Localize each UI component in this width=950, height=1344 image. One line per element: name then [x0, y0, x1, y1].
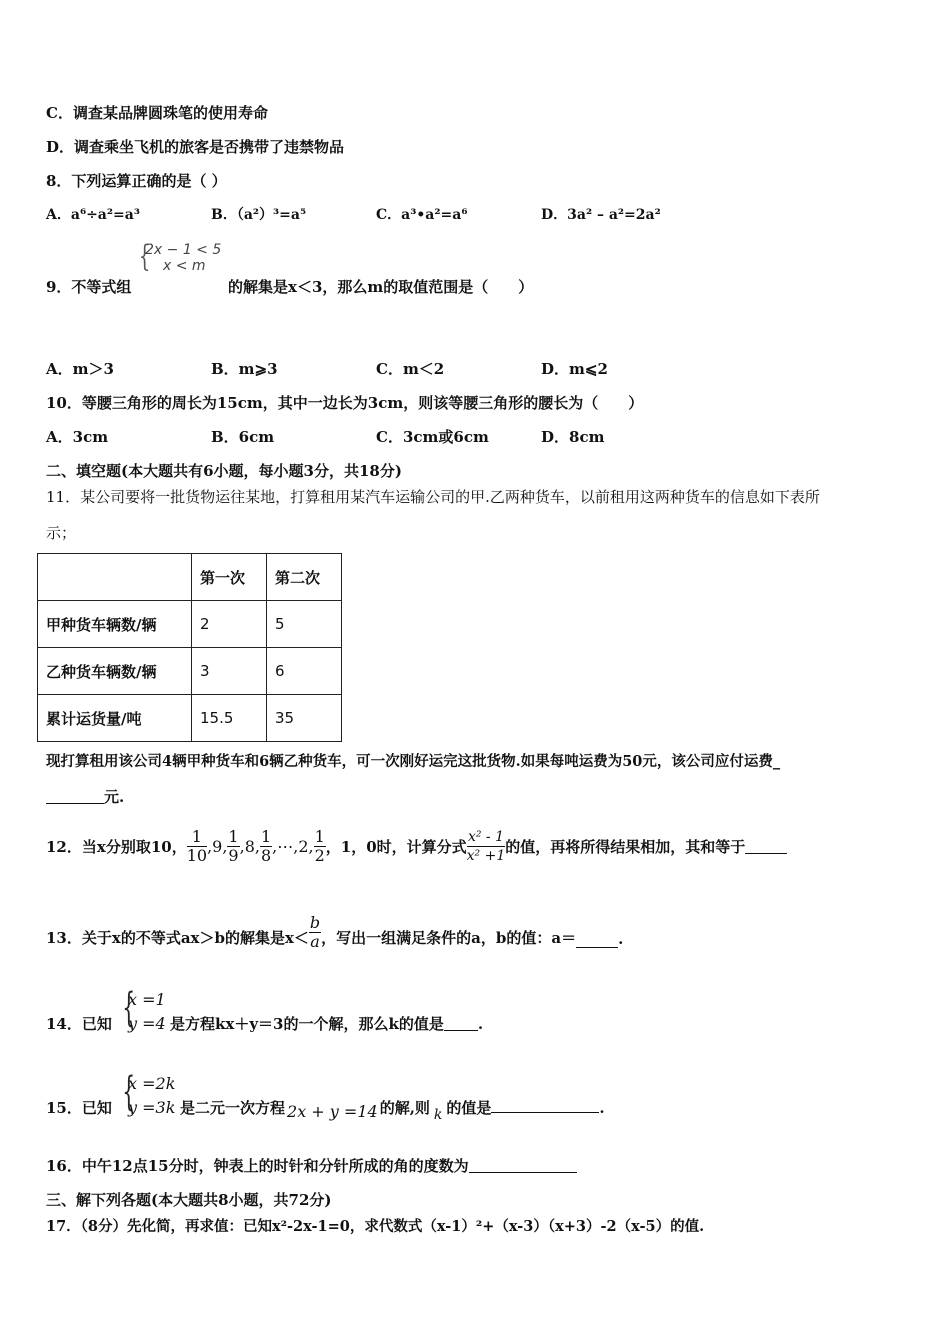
q15-variable: k [433, 1107, 443, 1123]
q10-stem: 10．等腰三角形的周长为15cm，其中一边长为3cm，则该等腰三角形的腰长为（ ） [46, 394, 644, 412]
q16-text: 16．中午12点15分时，钟表上的时针和分针所成的角的度数为 [46, 1157, 469, 1175]
table-cell: 2 [192, 601, 267, 648]
q9-system-line2: x < m [163, 258, 206, 274]
q14-system-line2: y =4 [128, 1014, 166, 1033]
table-cell: 乙种货车辆数/辆 [38, 648, 192, 695]
answer-blank[interactable] [444, 1016, 478, 1031]
table-cell: 第一次 [192, 554, 267, 601]
q15-system-line2: y =3k [128, 1098, 176, 1117]
q12-seq-sep: ,⋯,2, [272, 836, 314, 856]
answer-blank[interactable] [576, 933, 618, 948]
table-cell: 35 [267, 695, 342, 742]
fraction-numerator: 1 [260, 826, 272, 846]
q8-option-a-label: A． [46, 207, 71, 223]
q7-option-d: D．调查乘坐飞机的旅客是否携带了违禁物品 [46, 138, 345, 156]
q9-text: 的解集是x＜3，那么m的取值范围是（ ） [228, 278, 534, 296]
q12-expression-frac [467, 828, 506, 865]
q8-option-c-text: a³•a²=a⁶ [401, 207, 468, 223]
q13-end: . [618, 930, 624, 948]
q15-number: 15．已知 [46, 1099, 112, 1117]
q17-text: 17．（8分）先化简，再求值：已知x²-2x-1=0，求代数式（x-1）²+（x-3）（x+3）-2（x-5）的值. [46, 1218, 705, 1235]
table-cell: 第二次 [267, 554, 342, 601]
q10-option-a: A．3cm [46, 428, 109, 446]
q12-mid: ，1，0时，计算分式 [325, 837, 467, 856]
q15-system-brace: { [122, 1069, 136, 1115]
q14-number: 14．已知 [46, 1015, 112, 1033]
fraction-denominator: a [310, 932, 320, 951]
q9-option-b: B．m⩾3 [211, 360, 278, 378]
q9-option-d: D．m⩽2 [541, 360, 608, 378]
q12-seq-sep: ,9, [207, 836, 228, 856]
q15-tail-line [180, 1097, 605, 1123]
q12-seq-frac-1 [187, 828, 207, 865]
q11-after-line2-end: 元. [104, 788, 125, 806]
fraction-denominator: 2 [314, 845, 325, 865]
answer-blank[interactable] [491, 1098, 599, 1113]
fraction-denominator: 9 [228, 845, 239, 865]
q10-option-d: D．8cm [541, 428, 605, 446]
q8-option-b-text: （a²）³=a⁵ [236, 207, 307, 223]
q8-option-a [46, 204, 140, 224]
answer-blank[interactable] [745, 839, 787, 854]
fraction-denominator: 10 [186, 845, 208, 865]
q12-line [46, 824, 787, 868]
q13-text: 13．关于x的不等式ax＞b的解集是x＜ [46, 929, 309, 947]
fraction-denominator: 8 [260, 845, 272, 865]
section3-heading: 三、解下列各题(本大题共8小题，共72分) [46, 1191, 332, 1209]
table-row [38, 601, 342, 648]
table-row [38, 695, 342, 742]
q9-number: 9．不等式组 [46, 278, 132, 296]
table-cell: 3 [192, 648, 267, 695]
fraction-numerator: 1 [187, 828, 207, 847]
q11-after-line2 [46, 786, 124, 807]
fraction-numerator: 1 [228, 826, 239, 846]
q8-stem: 8．下列运算正确的是（ ） [46, 172, 227, 190]
q15-end: . [599, 1099, 605, 1117]
q12-seq-frac-3 [260, 828, 272, 865]
table-cell: 甲种货车辆数/辆 [38, 601, 192, 648]
q13-line [46, 905, 623, 951]
q11-table [37, 553, 342, 742]
q8-option-b [211, 204, 306, 224]
q8-option-c [376, 204, 467, 224]
q9-option-c: C．m＜2 [376, 360, 445, 378]
q14-system [128, 988, 166, 1036]
table-cell: 15.5 [192, 695, 267, 742]
q11-after-line1: 现打算租用该公司4辆甲种货车和6辆乙种货车，可一次刚好运完这批货物.如果每吨运费为50元，该公司应付运费_ [46, 753, 781, 770]
fraction-numerator: x² - 1 [467, 828, 504, 845]
q15-tail: 的值是 [446, 1099, 492, 1117]
q15-mid: 是二元一次方程 [180, 1099, 286, 1117]
q11-stem-line2: 示； [46, 524, 77, 542]
q8-option-a-text: a⁶÷a²=a³ [70, 207, 140, 223]
q8-option-b-label: B． [211, 207, 237, 223]
q7-option-c: C．调查某品牌圆珠笔的使用寿命 [46, 104, 268, 122]
table-cell: 6 [267, 648, 342, 695]
fraction-denominator: x² +1 [466, 847, 506, 864]
q14-end: . [477, 1015, 484, 1033]
q12-number: 12．当x分别取10， [46, 837, 187, 856]
q12-seq-frac-4 [314, 828, 326, 865]
q15-system-line1: x =2k [128, 1074, 176, 1093]
q14-tail: 是方程kx＋y＝3的一个解，那么k的值是 [170, 1015, 444, 1033]
q14-system-line1: x =1 [128, 990, 166, 1009]
q11-stem-line1: 11．某公司要将一批货物运往某地，打算租用某汽车运输公司的甲.乙两种货车，以前租用这两种货车的信息如下表所 [46, 488, 820, 506]
q16-line [46, 1155, 577, 1176]
table-header-row [38, 554, 342, 601]
table-cell: 累计运货量/吨 [38, 695, 192, 742]
q14-tail-line [170, 1013, 483, 1034]
q12-seq-frac-2 [227, 828, 239, 865]
q10-option-c: C．3cm或6cm [376, 428, 489, 446]
q12-tail: 的值，再将所得结果相加，其和等于 [505, 837, 746, 856]
answer-blank[interactable] [46, 789, 104, 804]
answer-blank[interactable] [469, 1158, 577, 1173]
q15-system [128, 1072, 175, 1120]
q13-frac [309, 914, 321, 951]
q8-option-d [541, 204, 661, 224]
q10-option-b: B．6cm [211, 428, 275, 446]
fraction-numerator: b [309, 913, 321, 932]
table-cell [38, 554, 192, 601]
q9-system-line1: 2x − 1 < 5 [145, 242, 222, 258]
q14-system-brace: { [122, 985, 136, 1031]
q8-option-d-text: 3a² – a²=2a² [567, 207, 661, 223]
q15-equation: 2x + y =14 [287, 1102, 378, 1121]
q13-tail: ，写出一组满足条件的a，b的值：a＝ [321, 929, 577, 947]
q15-mid2: 的解,则 [379, 1099, 430, 1117]
q8-option-d-label: D． [541, 207, 568, 223]
q9-system-brace: { [138, 239, 151, 274]
q12-seq-sep: ,8, [239, 836, 260, 856]
section2-heading: 二、填空题(本大题共有6小题，每小题3分，共18分) [46, 462, 402, 480]
table-row [38, 648, 342, 695]
table-cell: 5 [267, 601, 342, 648]
q8-option-c-label: C． [376, 207, 402, 223]
fraction-numerator: 1 [314, 826, 325, 846]
q9-option-a: A．m＞3 [46, 360, 114, 378]
q9-system [145, 242, 221, 274]
